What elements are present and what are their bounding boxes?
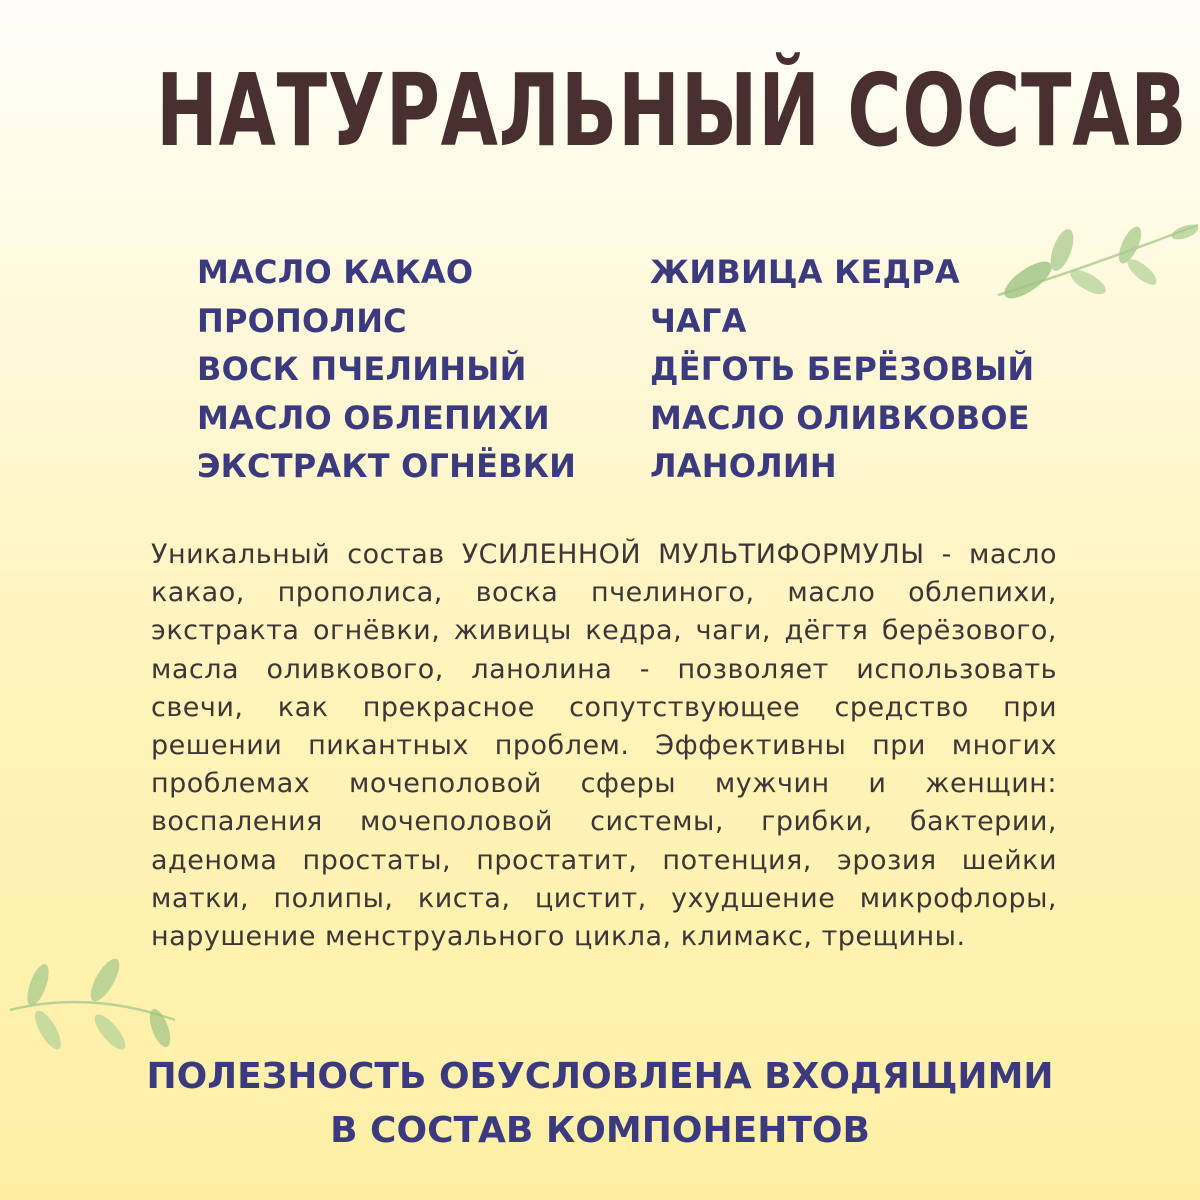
footer-line-2: В СОСТАВ КОМПОНЕНТОВ	[330, 1110, 870, 1151]
ingredient-item: ЧАГА	[650, 301, 747, 340]
ingredient-item: ДЁГОТЬ БЕРЁЗОВЫЙ	[650, 350, 1035, 388]
ingredient-item: МАСЛО ОЛИВКОВОЕ	[650, 398, 1030, 437]
ingredient-item: ВОСК ПЧЕЛИНЫЙ	[197, 350, 527, 388]
leaf-branch-icon	[10, 950, 180, 1060]
page-title: НАТУРАЛЬНЫЙ СОСТАВ	[156, 52, 1188, 169]
ingredient-item: ЛАНОЛИН	[650, 447, 837, 485]
ingredient-item: МАСЛО ОБЛЕПИХИ	[197, 398, 550, 437]
leaf-branch-icon	[990, 200, 1200, 310]
ingredient-item: ЭКСТРАКТ ОГНЁВКИ	[197, 447, 577, 485]
ingredients-list-right	[650, 248, 1034, 491]
footer-note	[0, 1050, 1200, 1158]
ingredient-item: ЖИВИЦА КЕДРА	[650, 253, 960, 291]
ingredient-item: МАСЛО КАКАО	[197, 253, 474, 291]
ingredients-list-left	[197, 248, 576, 491]
footer-line-1: ПОЛЕЗНОСТЬ ОБУСЛОВЛЕНА ВХОДЯЩИМИ	[146, 1056, 1054, 1097]
description-paragraph: Уникальный состав УСИЛЕННОЙ МУЛЬТИФОРМУЛЫ - масло какао, прополиса, воска пчелиного, масло облепихи, экстракта огнёвки, живицы кедра, чаги, дёгтя берёзового, масла оливкового, ланолина - позволяет использовать свечи, как прекрасное сопутствующее средство при решении пикантных проблем. Эффективны при многих проблемах мочеполовой сферы мужчин и женщин: воспаления мочеполовой системы, грибки, бактерии, аденома простаты, простатит, потенция, эрозия шейки матки, полипы, киста, цистит, ухудшение микрофлоры, нарушение менструального цикла, климакс, трещины.	[151, 539, 1057, 953]
ingredient-item: ПРОПОЛИС	[197, 301, 407, 340]
